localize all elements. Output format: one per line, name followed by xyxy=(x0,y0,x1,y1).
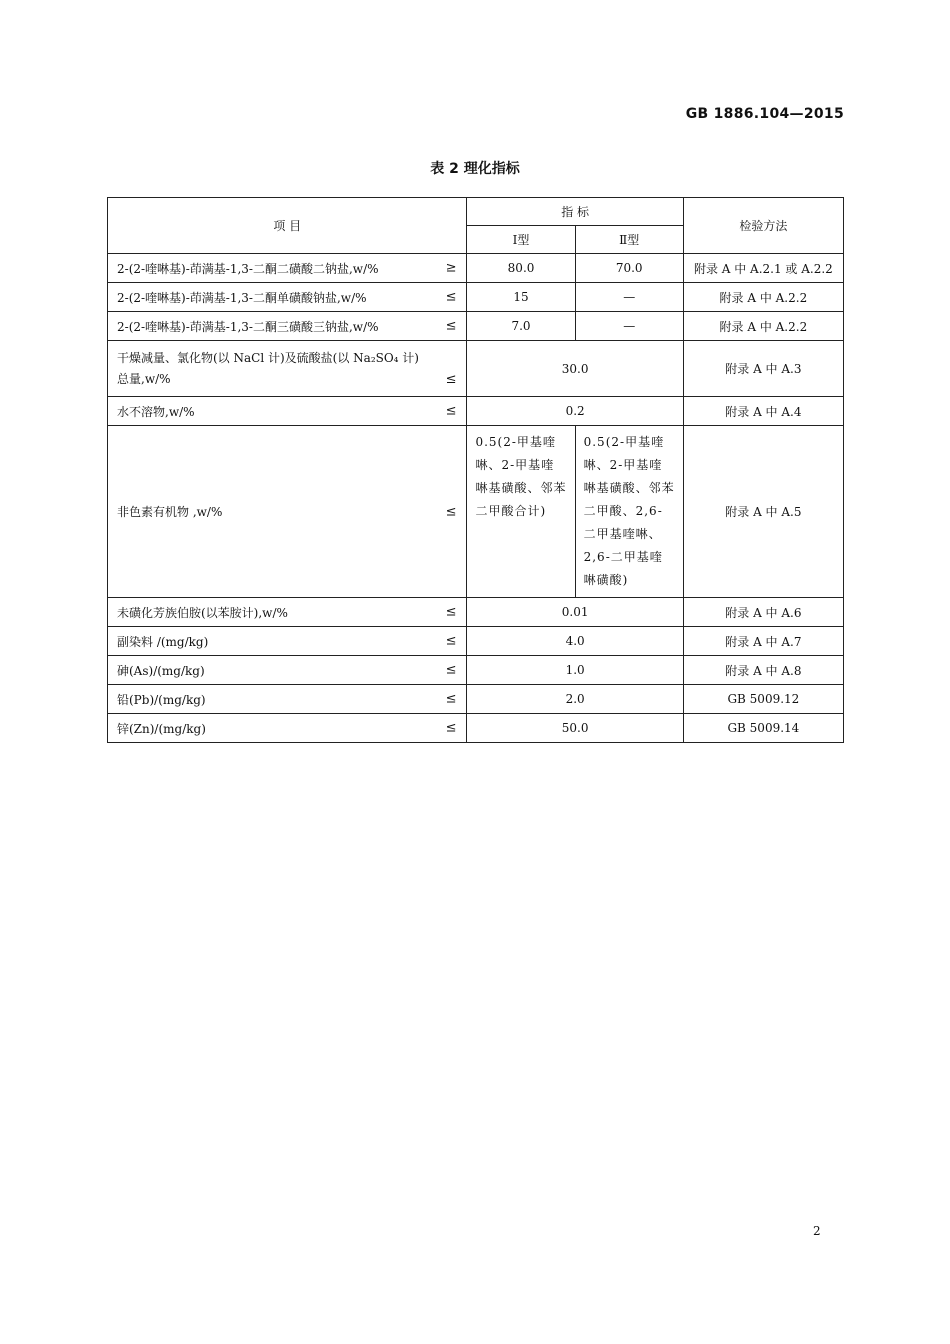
row-item xyxy=(108,685,467,714)
physicochemical-index-table xyxy=(107,197,844,743)
table-row xyxy=(108,627,844,656)
row-type1-value: 15 xyxy=(467,283,575,312)
item-label: 锌(Zn)/(mg/kg) xyxy=(117,721,206,736)
inequality-sign: ≤ xyxy=(445,289,457,305)
inequality-sign: ≤ xyxy=(445,403,457,419)
table-row xyxy=(108,714,844,743)
inequality-sign: ≤ xyxy=(445,691,457,707)
table-row xyxy=(108,685,844,714)
row-value: 1.0 xyxy=(467,656,683,685)
row-method: 附录 A 中 A.8 xyxy=(683,656,843,685)
row-type2-value: — xyxy=(575,283,683,312)
row-item xyxy=(108,254,467,283)
table-row xyxy=(108,254,844,283)
header-type2: Ⅱ型 xyxy=(575,226,683,254)
header-method: 检验方法 xyxy=(683,198,843,254)
header-item: 项 目 xyxy=(108,198,467,254)
inequality-sign: ≤ xyxy=(445,318,457,334)
row-method: 附录 A 中 A.2.1 或 A.2.2 xyxy=(683,254,843,283)
header-index: 指 标 xyxy=(467,198,683,226)
row-item xyxy=(108,312,467,341)
row-item xyxy=(108,283,467,312)
row-method: 附录 A 中 A.6 xyxy=(683,598,843,627)
item-label: 未磺化芳族伯胺(以苯胺计),w/% xyxy=(117,605,288,620)
table-title: 表 2 理化指标 xyxy=(430,161,520,177)
table-row xyxy=(108,397,844,426)
row-method: 附录 A 中 A.2.2 xyxy=(683,283,843,312)
header-type1: Ⅰ型 xyxy=(467,226,575,254)
table-row xyxy=(108,283,844,312)
row-item xyxy=(108,341,467,397)
row-method: GB 5009.12 xyxy=(683,685,843,714)
table-row xyxy=(108,656,844,685)
inequality-sign: ≤ xyxy=(445,372,457,387)
inequality-sign: ≤ xyxy=(445,604,457,620)
row-value: 0.01 xyxy=(467,598,683,627)
table-row xyxy=(108,312,844,341)
row-type2-value: — xyxy=(575,312,683,341)
row-value: 4.0 xyxy=(467,627,683,656)
row-method: 附录 A 中 A.7 xyxy=(683,627,843,656)
page-number: 2 xyxy=(813,1224,821,1238)
standard-code: GB 1886.104—2015 xyxy=(685,106,844,122)
row-type1-value: 80.0 xyxy=(467,254,575,283)
row-item xyxy=(108,714,467,743)
item-label: 砷(As)/(mg/kg) xyxy=(117,663,205,678)
row-method: 附录 A 中 A.3 xyxy=(683,341,843,397)
row-type2-value: 70.0 xyxy=(575,254,683,283)
row-value: 50.0 xyxy=(467,714,683,743)
row-item xyxy=(108,397,467,426)
inequality-sign: ≤ xyxy=(445,633,457,649)
inequality-sign: ≤ xyxy=(445,662,457,678)
row-value: 0.2 xyxy=(467,397,683,426)
row-type2-value: 0.5(2-甲基喹啉、2-甲基喹啉基磺酸、邻苯二甲酸、2,6-二甲基喹啉、2,6-二甲基喹啉磺酸) xyxy=(575,426,683,598)
row-item xyxy=(108,627,467,656)
table-row xyxy=(108,598,844,627)
row-value: 30.0 xyxy=(467,341,683,397)
row-method: 附录 A 中 A.2.2 xyxy=(683,312,843,341)
row-method: 附录 A 中 A.5 xyxy=(683,426,843,598)
item-label-line1: 干燥减量、氯化物(以 NaCl 计)及硫酸盐(以 Na₂SO₄ 计) xyxy=(117,350,419,365)
row-item xyxy=(108,656,467,685)
row-type1-value: 0.5(2-甲基喹啉、2-甲基喹啉基磺酸、邻苯二甲酸合计) xyxy=(467,426,575,598)
inequality-sign: ≤ xyxy=(445,720,457,736)
table-row xyxy=(108,426,844,598)
item-label: 2-(2-喹啉基)-茚满基-1,3-二酮三磺酸三钠盐,w/% xyxy=(117,319,379,334)
inequality-sign: ≥ xyxy=(445,260,457,276)
row-method: 附录 A 中 A.4 xyxy=(683,397,843,426)
row-item xyxy=(108,426,467,598)
table-row xyxy=(108,341,844,397)
item-label: 2-(2-喹啉基)-茚满基-1,3-二酮二磺酸二钠盐,w/% xyxy=(117,261,379,276)
row-type1-value: 7.0 xyxy=(467,312,575,341)
item-label: 水不溶物,w/% xyxy=(117,404,195,419)
item-label: 铅(Pb)/(mg/kg) xyxy=(117,692,206,707)
item-label: 副染料 /(mg/kg) xyxy=(117,634,209,649)
item-label: 2-(2-喹啉基)-茚满基-1,3-二酮单磺酸钠盐,w/% xyxy=(117,290,367,305)
table-header-row xyxy=(108,198,844,226)
row-value: 2.0 xyxy=(467,685,683,714)
row-method: GB 5009.14 xyxy=(683,714,843,743)
row-item xyxy=(108,598,467,627)
item-label: 非色素有机物 ,w/% xyxy=(117,505,223,519)
inequality-sign: ≤ xyxy=(445,504,457,519)
item-label-line2: 总量,w/% xyxy=(117,371,171,386)
